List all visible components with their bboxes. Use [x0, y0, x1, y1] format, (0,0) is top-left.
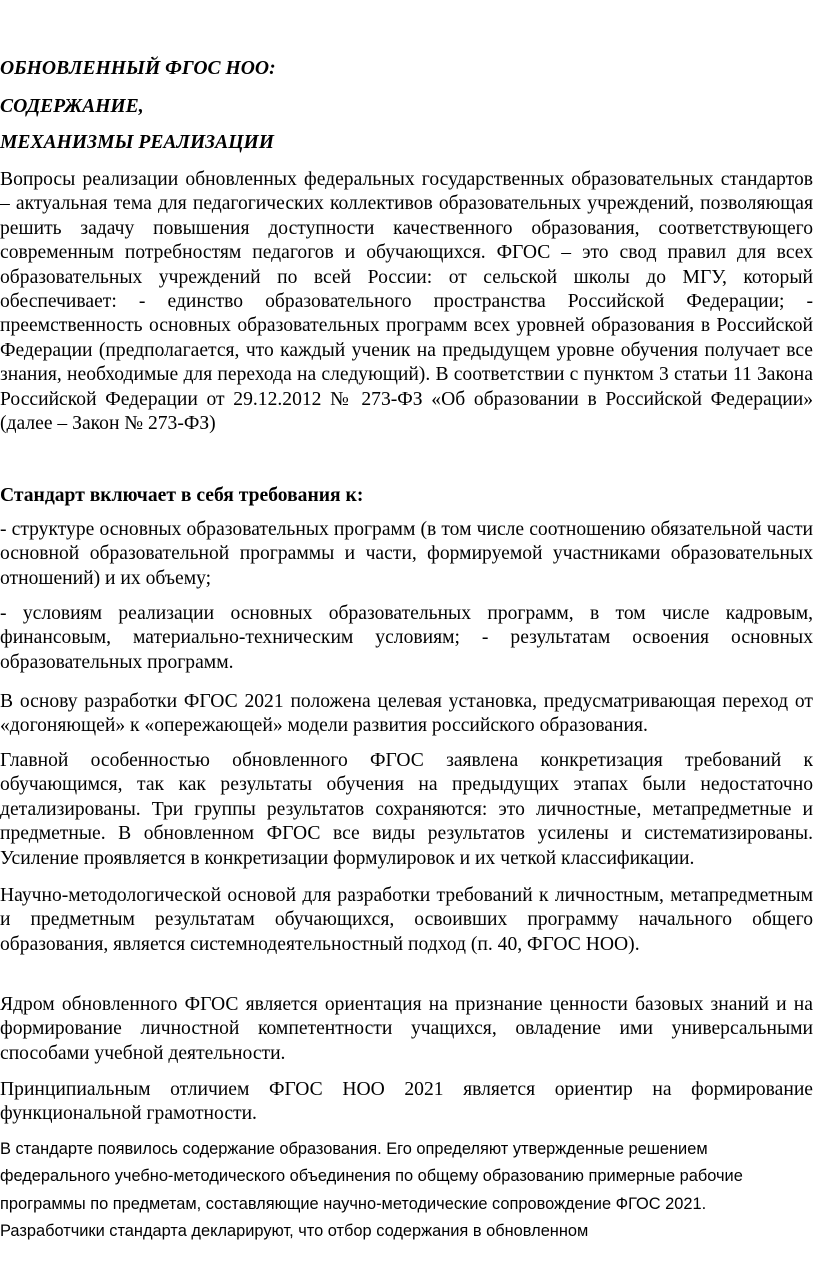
- requirement-item: - условиям реализации основных образовательных программ, в том числе кадровым, финансовым, материально-техническим условиям; - результатам освоения основных образовательных программ.: [0, 603, 813, 673]
- document-title-line-3: МЕХАНИЗМЫ РЕАЛИЗАЦИИ: [0, 132, 274, 153]
- body-paragraph: Научно-методологической основой для разработки требований к личностным, метапредметным и предметным результатам обучающихся, освоивших программу начального общего образования, является системнодеятельностный подход (п. 40, ФГОС НОО).: [0, 885, 813, 955]
- requirement-item: - структуре основных образовательных программ (в том числе соотношению обязательной части основной образовательной программы и части, формируемой участниками образовательных отношений) и их объему;: [0, 519, 813, 589]
- body-paragraph: Главной особенностью обновленного ФГОС заявлена конкретизация требований к обучающимся, так как результаты обучения на предыдущих этапах были недостаточно детализированы. Три группы результатов сохраняются: это личностные, метапредметные и предметные. В обновленном ФГОС все виды результатов усилены и систематизированы. Усиление проявляется в конкретизации формулировок и их четкой классификации.: [0, 750, 813, 869]
- body-paragraph: В основу разработки ФГОС 2021 положена целевая установка, предусматривающая переход от «догоняющей» к «опережающей» модели развития российского образования.: [0, 691, 813, 737]
- closing-paragraph: В стандарте появилось содержание образования. Его определяют утвержденные решением федерального учебно-методического объединения по общему образованию примерные рабочие программы по предметам, составляющие научно-методические сопровождение ФГОС 2021. Разработчики стандарта декларируют, что отбор содержания в обновленном: [0, 1140, 743, 1241]
- body-paragraph: Ядром обновленного ФГОС является ориентация на признание ценности базовых знаний и на формирование личностной компетентности учащихся, овладение ими универсальными способами учебной деятельности.: [0, 994, 813, 1064]
- document-title-line-1: ОБНОВЛЕННЫЙ ФГОС НОО:: [0, 58, 276, 79]
- intro-paragraph: Вопросы реализации обновленных федеральных государственных образовательных стандартов – актуальная тема для педагогических коллективов образовательных учреждений, позволяющая решить задачу повышения доступности качественного образования, соответствующего современным потребностям педагогов и обучающихся. ФГОС – это свод правил для всех образовательных учреждений по всей России: от сельской школы до МГУ, который обеспечивает: - единство образовательного пространства Российской Федерации; - преемственность основных образовательных программ всех уровней образования в Российской Федерации (предполагается, что каждый ученик на предыдущем уровне обучения получает все знания, необходимые для перехода на следующий). В соответствии с пунктом 3 статьи 11 Закона Российской Федерации от 29.12.2012 № 273-ФЗ «Об образовании в Российской Федерации» (далее – Закон № 273-ФЗ): [0, 169, 813, 435]
- standard-requirements-heading: Стандарт включает в себя требования к:: [0, 485, 364, 506]
- body-paragraph: Принципиальным отличием ФГОС НОО 2021 является ориентир на формирование функциональной грамотности.: [0, 1079, 813, 1125]
- document-title-line-2: СОДЕРЖАНИЕ,: [0, 96, 144, 117]
